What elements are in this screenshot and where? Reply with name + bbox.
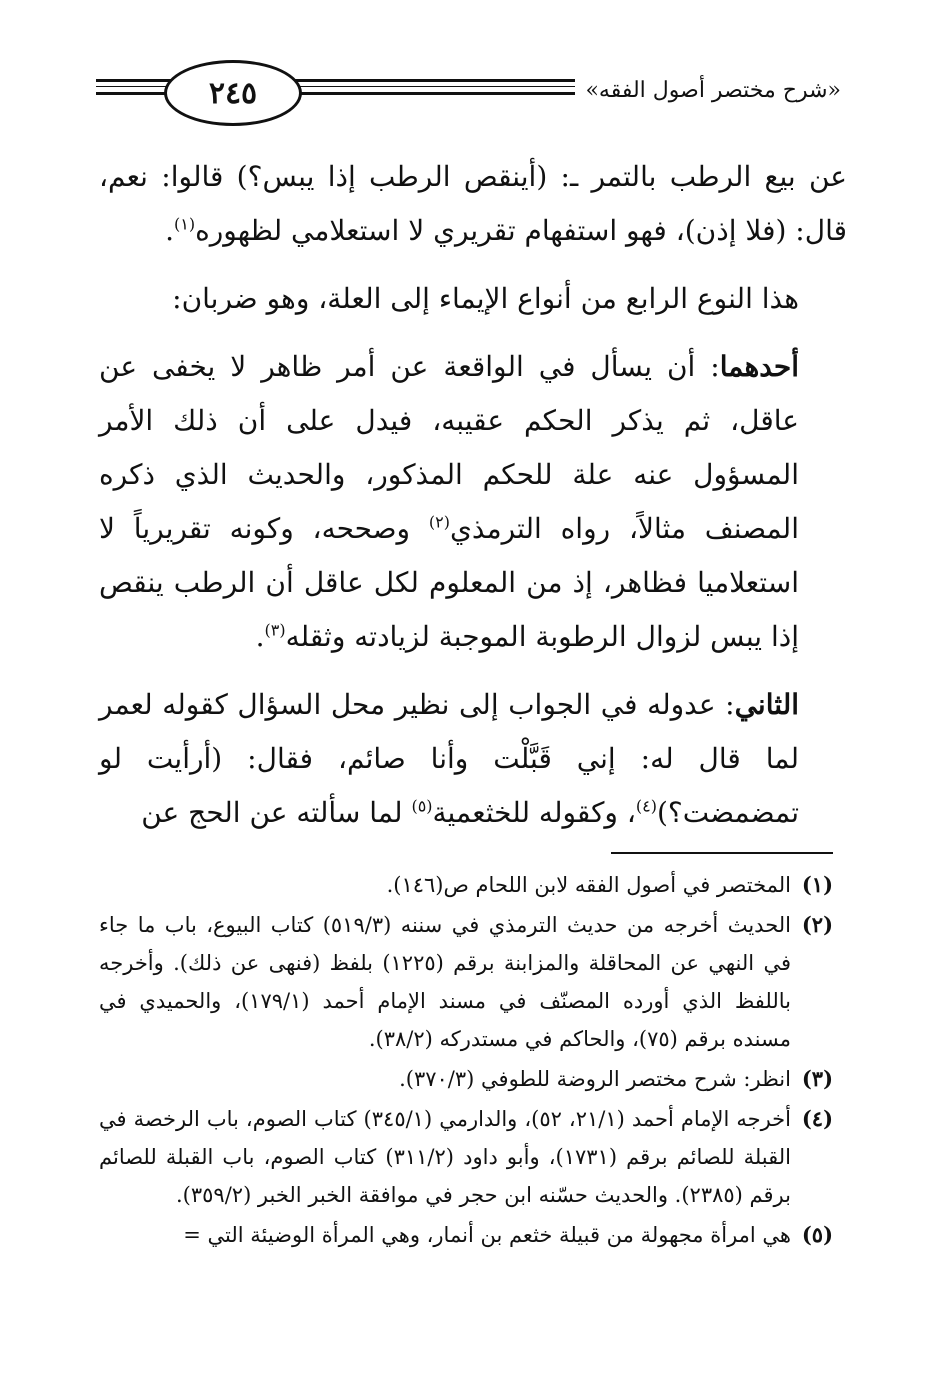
paragraph-2-text: هذا النوع الرابع من أنواع الإيماء إلى العلة، وهو ضربان:: [172, 282, 799, 315]
page-number: [164, 60, 302, 126]
footnote-number: (٣): [801, 1066, 833, 1091]
footnote-2: [99, 906, 833, 1058]
footnote-number: (٥): [801, 1222, 833, 1247]
paragraph-1: [99, 150, 847, 258]
running-title: «شرح مختصر أصول الفقه»: [575, 78, 841, 103]
paragraph-4-text-b: ، وكقوله للخثعمية: [432, 796, 636, 829]
footnote-number: (٢): [801, 912, 833, 937]
footnote-text: المختصر في أصول الفقه لابن اللحام ص(١٤٦).: [386, 873, 791, 897]
paragraph-4-text-a: : عدوله في الجواب إلى نظير محل السؤال كقوله لعمر لما قال له: إني قَبَّلْت وأنا صائم، فقال: (أرأيت لو تمضمضت؟): [99, 688, 799, 829]
paragraph-3-lead: أحدهما: [719, 350, 799, 383]
footnote-text: أخرجه الإمام أحمد (٢١/١، ٥٢)، والدارمي (٣٤٥/١) كتاب الصوم، باب الرخصة في القبلة للصائم برقم (١٧٣١)، وأبو داود (٣١١/٢) كتاب الصوم، باب القبلة للصائم برقم (٢٣٨٥). والحديث حسّنه ابن حجر في موافقة الخبر الخبر (٣٥٩/٢).: [99, 1107, 792, 1207]
footnote-1: [99, 866, 833, 904]
footnote-number: (٤): [801, 1106, 833, 1131]
footnote-ref-4: (٤): [635, 796, 657, 816]
footnote-ref-5: (٥): [411, 796, 433, 816]
footnote-ref-3: (٣): [264, 620, 286, 640]
footnote-ref-1: (١): [174, 214, 196, 234]
paragraph-3-text-a: : أن يسأل في الواقعة عن أمر ظاهر لا يخفى عن عاقل، ثم يذكر الحكم عقيبه، فيدل على أن ذلك الأمر المسؤول عنه علة للحكم المذكور، والحديث الذي ذكره المصنف مثالاً، رواه الترمذي: [99, 350, 799, 545]
footnote-ref-2: (٢): [428, 512, 450, 532]
footnote-number: (١): [801, 872, 833, 897]
footnote-4: [99, 1100, 833, 1214]
footnote-text: هي امرأة مجهولة من قبيلة خثعم بن أنمار، وهي المرأة الوضيئة التي =: [183, 1223, 791, 1247]
footnote-3: [99, 1060, 833, 1098]
paragraph-4-text-c: لما سألته عن الحج عن: [141, 796, 412, 829]
page-header: [96, 46, 841, 136]
paragraph-2: [99, 272, 847, 326]
footnote-separator: [611, 852, 833, 854]
paragraph-3-text-b: وصححه، وكونه تقريرياً لا استعلاميا فظاهر، إذ من المعلوم لكل عاقل أن الرطب ينقص إذا يبس لزوال الرطوبة الموجبة لزيادته وثقله: [99, 512, 799, 653]
paragraph-1-end: .: [165, 214, 174, 247]
page-number-text: ٢٤٥: [208, 75, 258, 111]
paragraph-4-lead: الثاني: [734, 688, 799, 721]
paragraph-3: [99, 340, 847, 664]
main-text: [99, 150, 847, 840]
paragraph-4: [99, 678, 847, 840]
footnotes: [99, 866, 833, 1256]
paragraph-3-end: .: [255, 620, 265, 653]
footnote-text: انظر: شرح مختصر الروضة للطوفي (٣٧٠/٣).: [399, 1067, 791, 1091]
footnote-5: [99, 1216, 833, 1254]
paragraph-1-text: عن بيع الرطب بالتمر ـ: (أينقص الرطب إذا يبس؟) قالوا: نعم، قال: (فلا إذن)، فهو استفهام تقريري لا استعلامي لظهوره: [99, 160, 847, 247]
footnote-text: الحديث أخرجه من حديث الترمذي في سننه (٥١٩/٣) كتاب البيوع، باب ما جاء في النهي عن المحاقلة والمزابنة برقم (١٢٢٥) بلفظ (فنهى عن ذلك). وأخرجه باللفظ الذي أورده المصنّف في مسند الإمام أحمد (١٧٩/١)، والحميدي في مسنده برقم (٧٥)، والحاكم في مستدركه (٣٨/٢).: [99, 913, 791, 1051]
